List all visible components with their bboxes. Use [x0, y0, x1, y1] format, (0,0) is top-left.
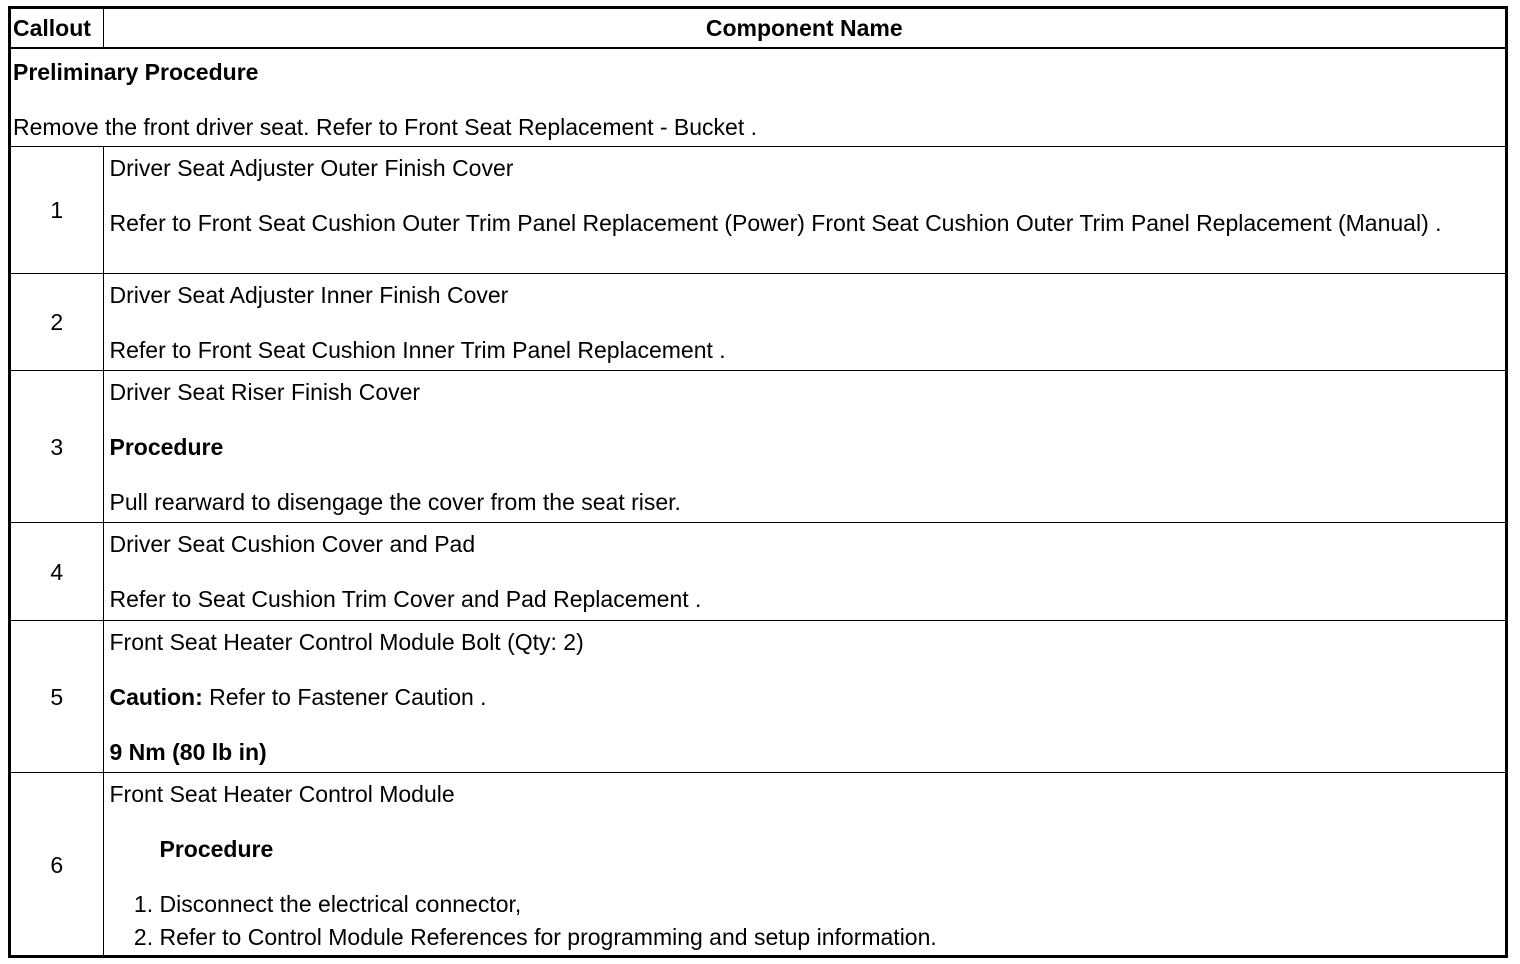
table-row — [11, 147, 1505, 274]
component-cell — [103, 147, 1505, 274]
reference-text: Refer to Front Seat Cushion Inner Trim Panel Replacement . — [109, 337, 726, 363]
component-table-frame — [8, 6, 1508, 958]
table-header-row — [11, 9, 1505, 48]
caution-text: Refer to Fastener Caution . — [202, 684, 487, 710]
preliminary-row — [11, 48, 1505, 147]
component-cell — [103, 274, 1505, 371]
component-name: Driver Seat Cushion Cover and Pad — [109, 531, 476, 557]
callout-number: 6 — [11, 773, 103, 957]
component-name-column-header: Component Name — [103, 9, 1505, 48]
callout-number: 5 — [11, 621, 103, 773]
preliminary-cell — [11, 48, 1505, 147]
component-cell — [103, 621, 1505, 773]
component-cell — [103, 523, 1505, 621]
table-row — [11, 523, 1505, 621]
procedure-step: 2. Refer to Control Module References for programming and setup information. — [160, 922, 1506, 952]
component-name: Driver Seat Adjuster Outer Finish Cover — [109, 155, 514, 181]
reference-text: Refer to Front Seat Cushion Outer Trim Panel Replacement (Power) Front Seat Cushion Outer Trim Panel Replacement (Manual) . — [109, 210, 1442, 236]
table-row — [11, 621, 1505, 773]
component-name: Front Seat Heater Control Module Bolt (Qty: 2) — [109, 629, 584, 655]
procedure-label: Procedure — [159, 836, 274, 862]
reference-text: Refer to Seat Cushion Trim Cover and Pad Replacement . — [109, 586, 702, 612]
callout-number: 3 — [11, 371, 103, 523]
component-name: Driver Seat Adjuster Inner Finish Cover — [109, 282, 509, 308]
caution-line — [110, 682, 1506, 712]
callout-number: 1 — [11, 147, 103, 274]
component-table — [11, 9, 1505, 956]
torque-spec: 9 Nm (80 lb in) — [109, 739, 267, 765]
caution-label: Caution: — [109, 684, 203, 710]
table-row — [11, 274, 1505, 371]
preliminary-title: Preliminary Procedure — [13, 59, 259, 85]
component-name: Front Seat Heater Control Module — [109, 781, 455, 807]
preliminary-text: Remove the front driver seat. Refer to Front Seat Replacement - Bucket . — [13, 114, 757, 140]
procedure-step: 1. Disconnect the electrical connector, — [160, 889, 1506, 919]
table-row — [11, 371, 1505, 523]
procedure-steps — [110, 889, 1506, 952]
callout-number: 4 — [11, 523, 103, 621]
component-cell — [103, 371, 1505, 523]
procedure-label: Procedure — [109, 434, 224, 460]
callout-column-header: Callout — [11, 9, 103, 48]
component-cell — [103, 773, 1505, 957]
component-name: Driver Seat Riser Finish Cover — [109, 379, 421, 405]
callout-number: 2 — [11, 274, 103, 371]
table-row — [11, 773, 1505, 957]
procedure-text: Pull rearward to disengage the cover from the seat riser. — [109, 489, 681, 515]
